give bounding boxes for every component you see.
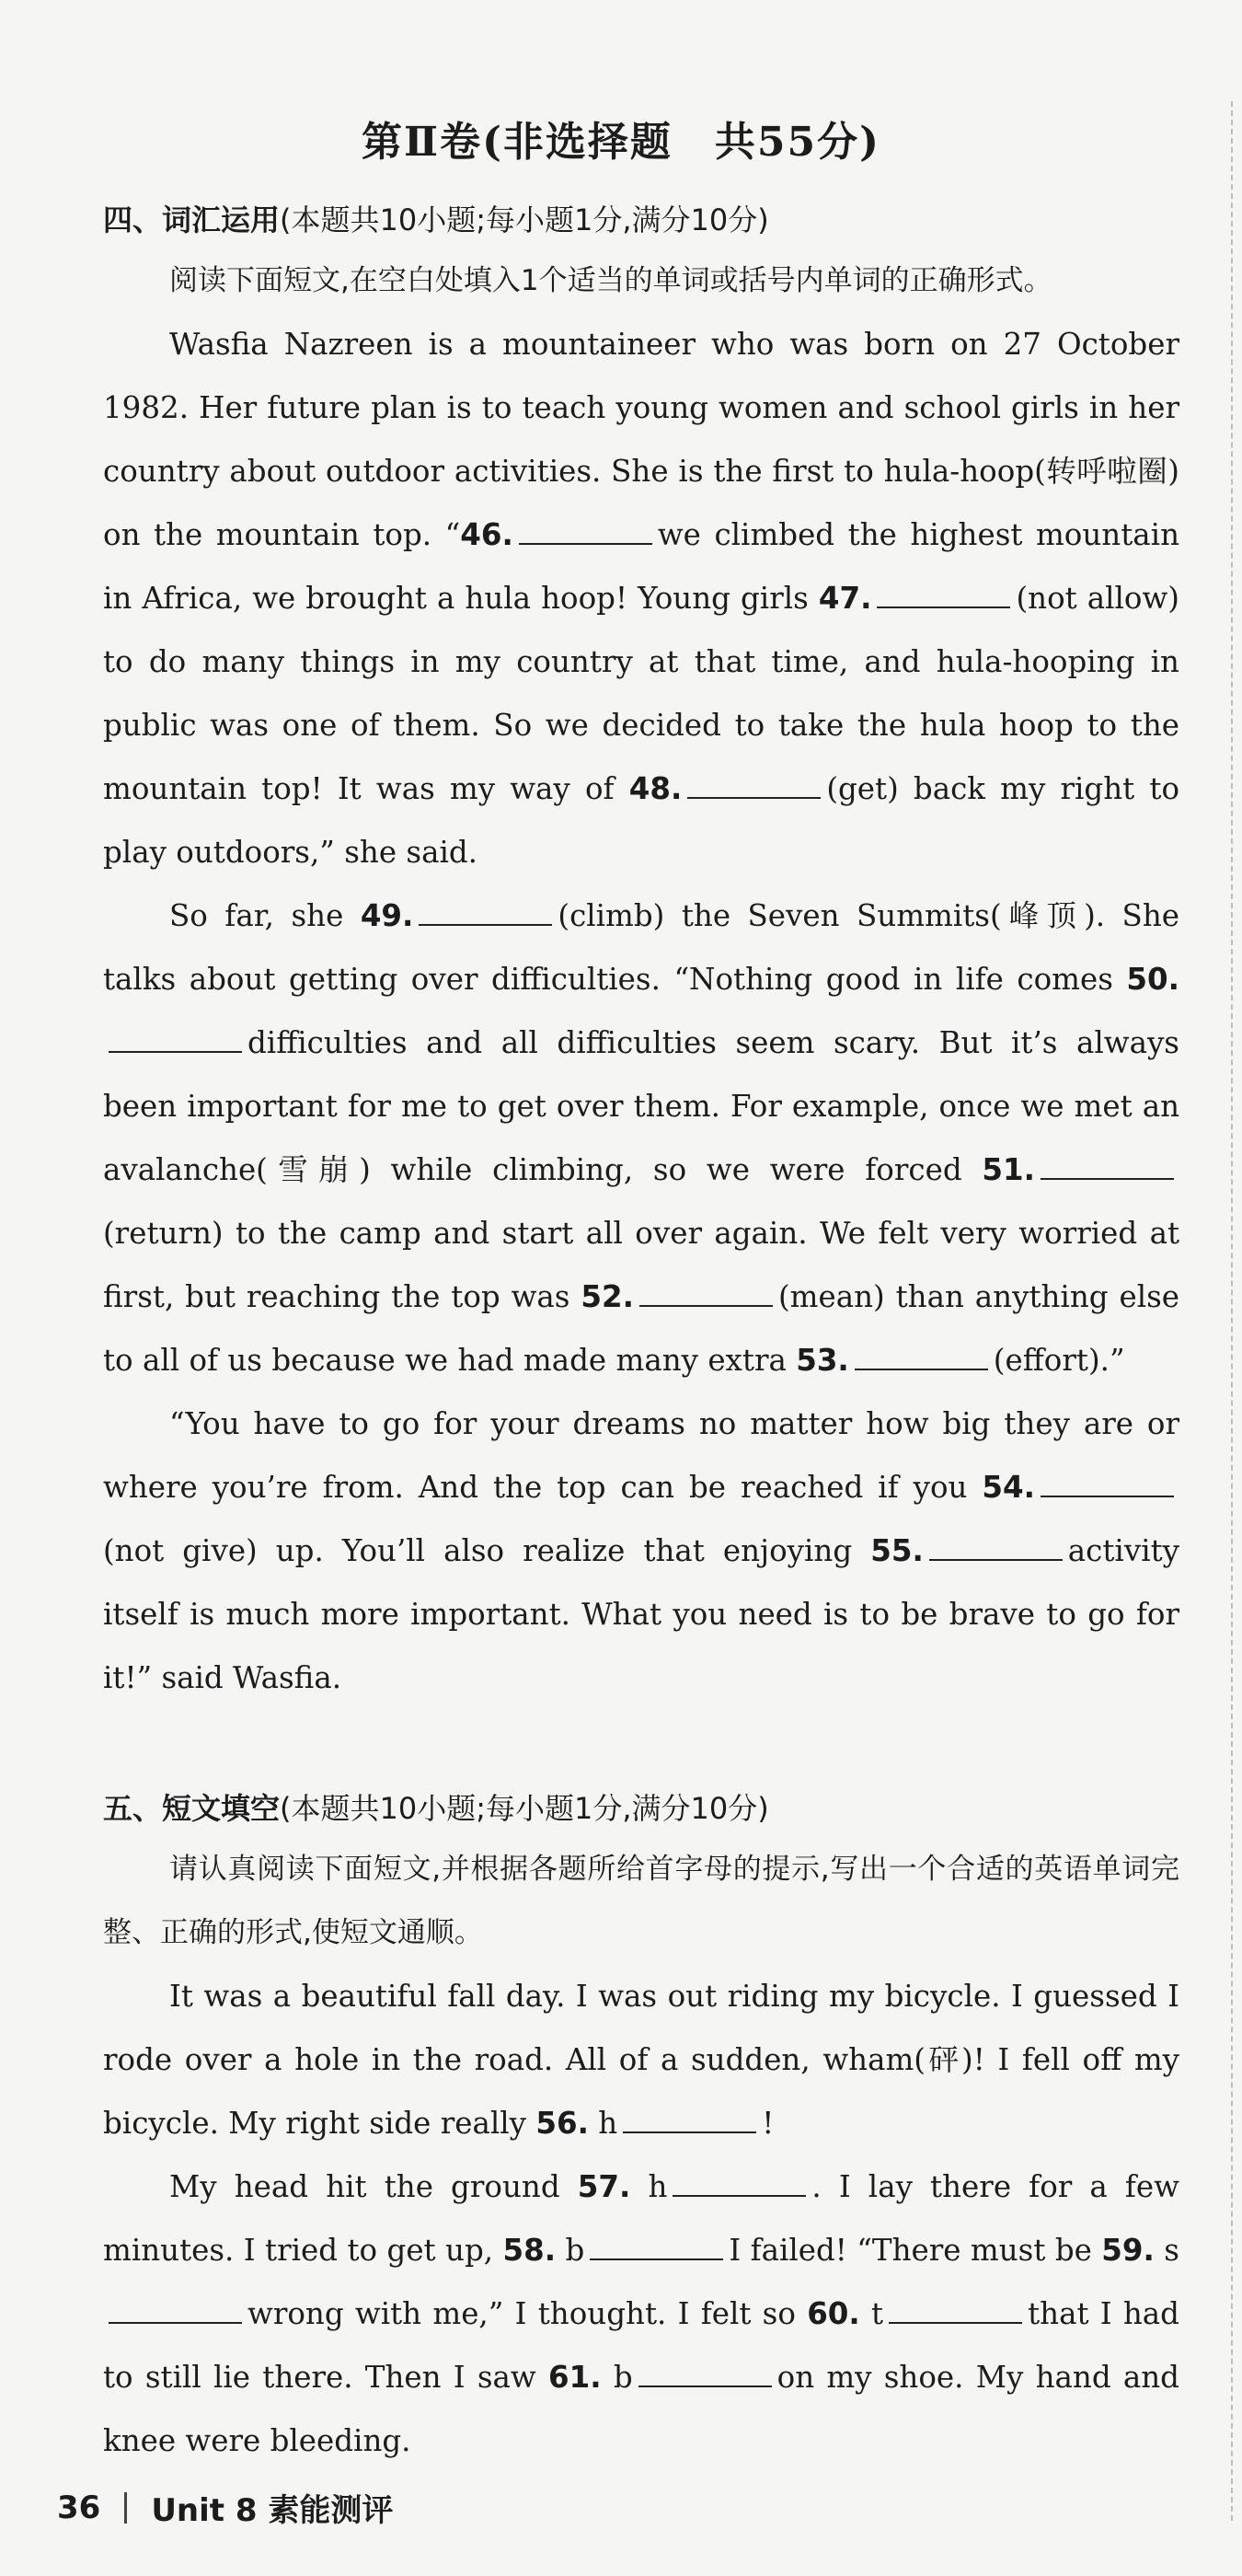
answer-blank-55[interactable] [929,1531,1063,1561]
first-letter-hint: h [648,2169,668,2204]
binding-margin-line [1231,101,1233,2521]
section4-paragraph-3: “You have to go for your dreams no matter how big they are or where you’re from. And the top can be reached if you 54.(not give) up. You’ll also realize that enjoying 55. activity itself is much more important. What you need is to be brave to go for it!” said Wasfia. [103,1406,1180,1695]
answer-blank-49[interactable] [419,896,552,926]
question-number: 58. [502,2233,557,2268]
section5-heading-label: 五、短文填空 [103,1791,281,1826]
question-number: 51. [982,1152,1035,1187]
answer-blank-56[interactable] [623,2104,756,2133]
section5-body [103,1838,1179,2473]
question-number: 57. [577,2169,631,2204]
answer-blank-51[interactable] [1041,1150,1174,1180]
question-number: 60. [807,2296,860,2331]
section4-paragraph-1: Wasfia Nazreen is a mountaineer who was born on 27 October 1982. Her future plan is to teach young women and school girls in her country about outdoor activities. She is the first to hula-hoop(转呼啦圈) on the mountain top. “46. we climbed the highest mountain in Africa, we brought a hula hoop! Young girls 47. (not allow) to do many things in my country at that time, and hula-hooping in public was one of them. So we decided to take the hula hoop to the mountain top! It was my way of 48. (get) back my right to play outdoors,” she said. [103,327,1180,870]
answer-blank-52[interactable] [639,1277,773,1307]
unit-label: Unit 8 素能测评 [151,2492,394,2529]
question-number: 49. [360,898,414,933]
answer-blank-57[interactable] [673,2167,806,2197]
answer-blank-46[interactable] [519,515,652,545]
first-letter-hint: b [613,2360,633,2395]
question-number: 61. [548,2360,602,2395]
answer-blank-54[interactable] [1041,1468,1174,1497]
first-letter-hint: s [1164,2233,1179,2268]
question-number: 56. [535,2106,589,2141]
answer-blank-47[interactable] [877,579,1010,608]
question-number: 53. [796,1343,849,1378]
question-number: 50. [1126,962,1179,997]
answer-blank-61[interactable] [638,2358,772,2387]
answer-blank-58[interactable] [590,2231,723,2260]
section5-instruction: 请认真阅读下面短文,并根据各题所给首字母的提示,写出一个合适的英语单词完整、正确的形式,使短文通顺。 [103,1853,1179,1949]
page-footer [57,2485,393,2530]
section4-body [103,249,1179,1710]
question-number: 47. [818,581,872,616]
question-number: 55. [870,1533,924,1568]
question-number: 46. [460,517,513,552]
section5-note: (本题共10小题;每小题1分,满分10分) [280,1791,769,1826]
first-letter-hint: b [565,2233,585,2268]
section4-heading [103,197,769,239]
page-number: 36 [57,2489,101,2526]
answer-blank-50[interactable] [109,1023,242,1053]
answer-blank-48[interactable] [687,769,821,799]
answer-blank-59[interactable] [109,2294,242,2324]
answer-blank-53[interactable] [855,1341,988,1370]
section4-instruction: 阅读下面短文,在空白处填入1个适当的单词或括号内单词的正确形式。 [169,264,1052,297]
footer-divider [124,2492,127,2524]
section4-note: (本题共10小题;每小题1分,满分10分) [280,202,769,237]
section5-paragraph-1: It was a beautiful fall day. I was out riding my bicycle. I guessed I rode over a hole in the road. All of a sudden, wham(砰)! I fell off my bicycle. My right side really 56. h ! [103,1979,1179,2141]
section5-paragraph-2: My head hit the ground 57. h . I lay there for a few minutes. I tried to get up, 58. b I failed! “There must be 59. swrong with me,” I thought. I felt so 60. t that I had to still lie there. Then I saw 61. b on my shoe. My hand and knee were bleeding. [103,2169,1179,2458]
section4-heading-label: 四、词汇运用 [103,202,281,237]
question-number: 54. [982,1470,1035,1505]
question-number: 59. [1101,2233,1155,2268]
answer-blank-60[interactable] [889,2294,1022,2324]
first-letter-hint: t [871,2296,884,2331]
section4-paragraph-2: So far, she 49. (climb) the Seven Summits(峰顶). She talks about getting over difficulties. “Nothing good in life comes 50.difficulties and all difficulties seem scary. But it’s always been important for me to get over them. For example, once we met an avalanche(雪崩) while climbing, so we were forced 51.(return) to the camp and start all over again. We felt very worried at first, but reaching the top was 52. (mean) than anything else to all of us because we had made many extra 53. (effort).” [103,898,1179,1378]
question-number: 52. [581,1279,634,1314]
section5-heading [103,1785,769,1828]
question-number: 48. [628,771,683,806]
page-title: 第Ⅱ卷(非选择题 共55分) [362,119,880,166]
first-letter-hint: h [598,2106,618,2141]
